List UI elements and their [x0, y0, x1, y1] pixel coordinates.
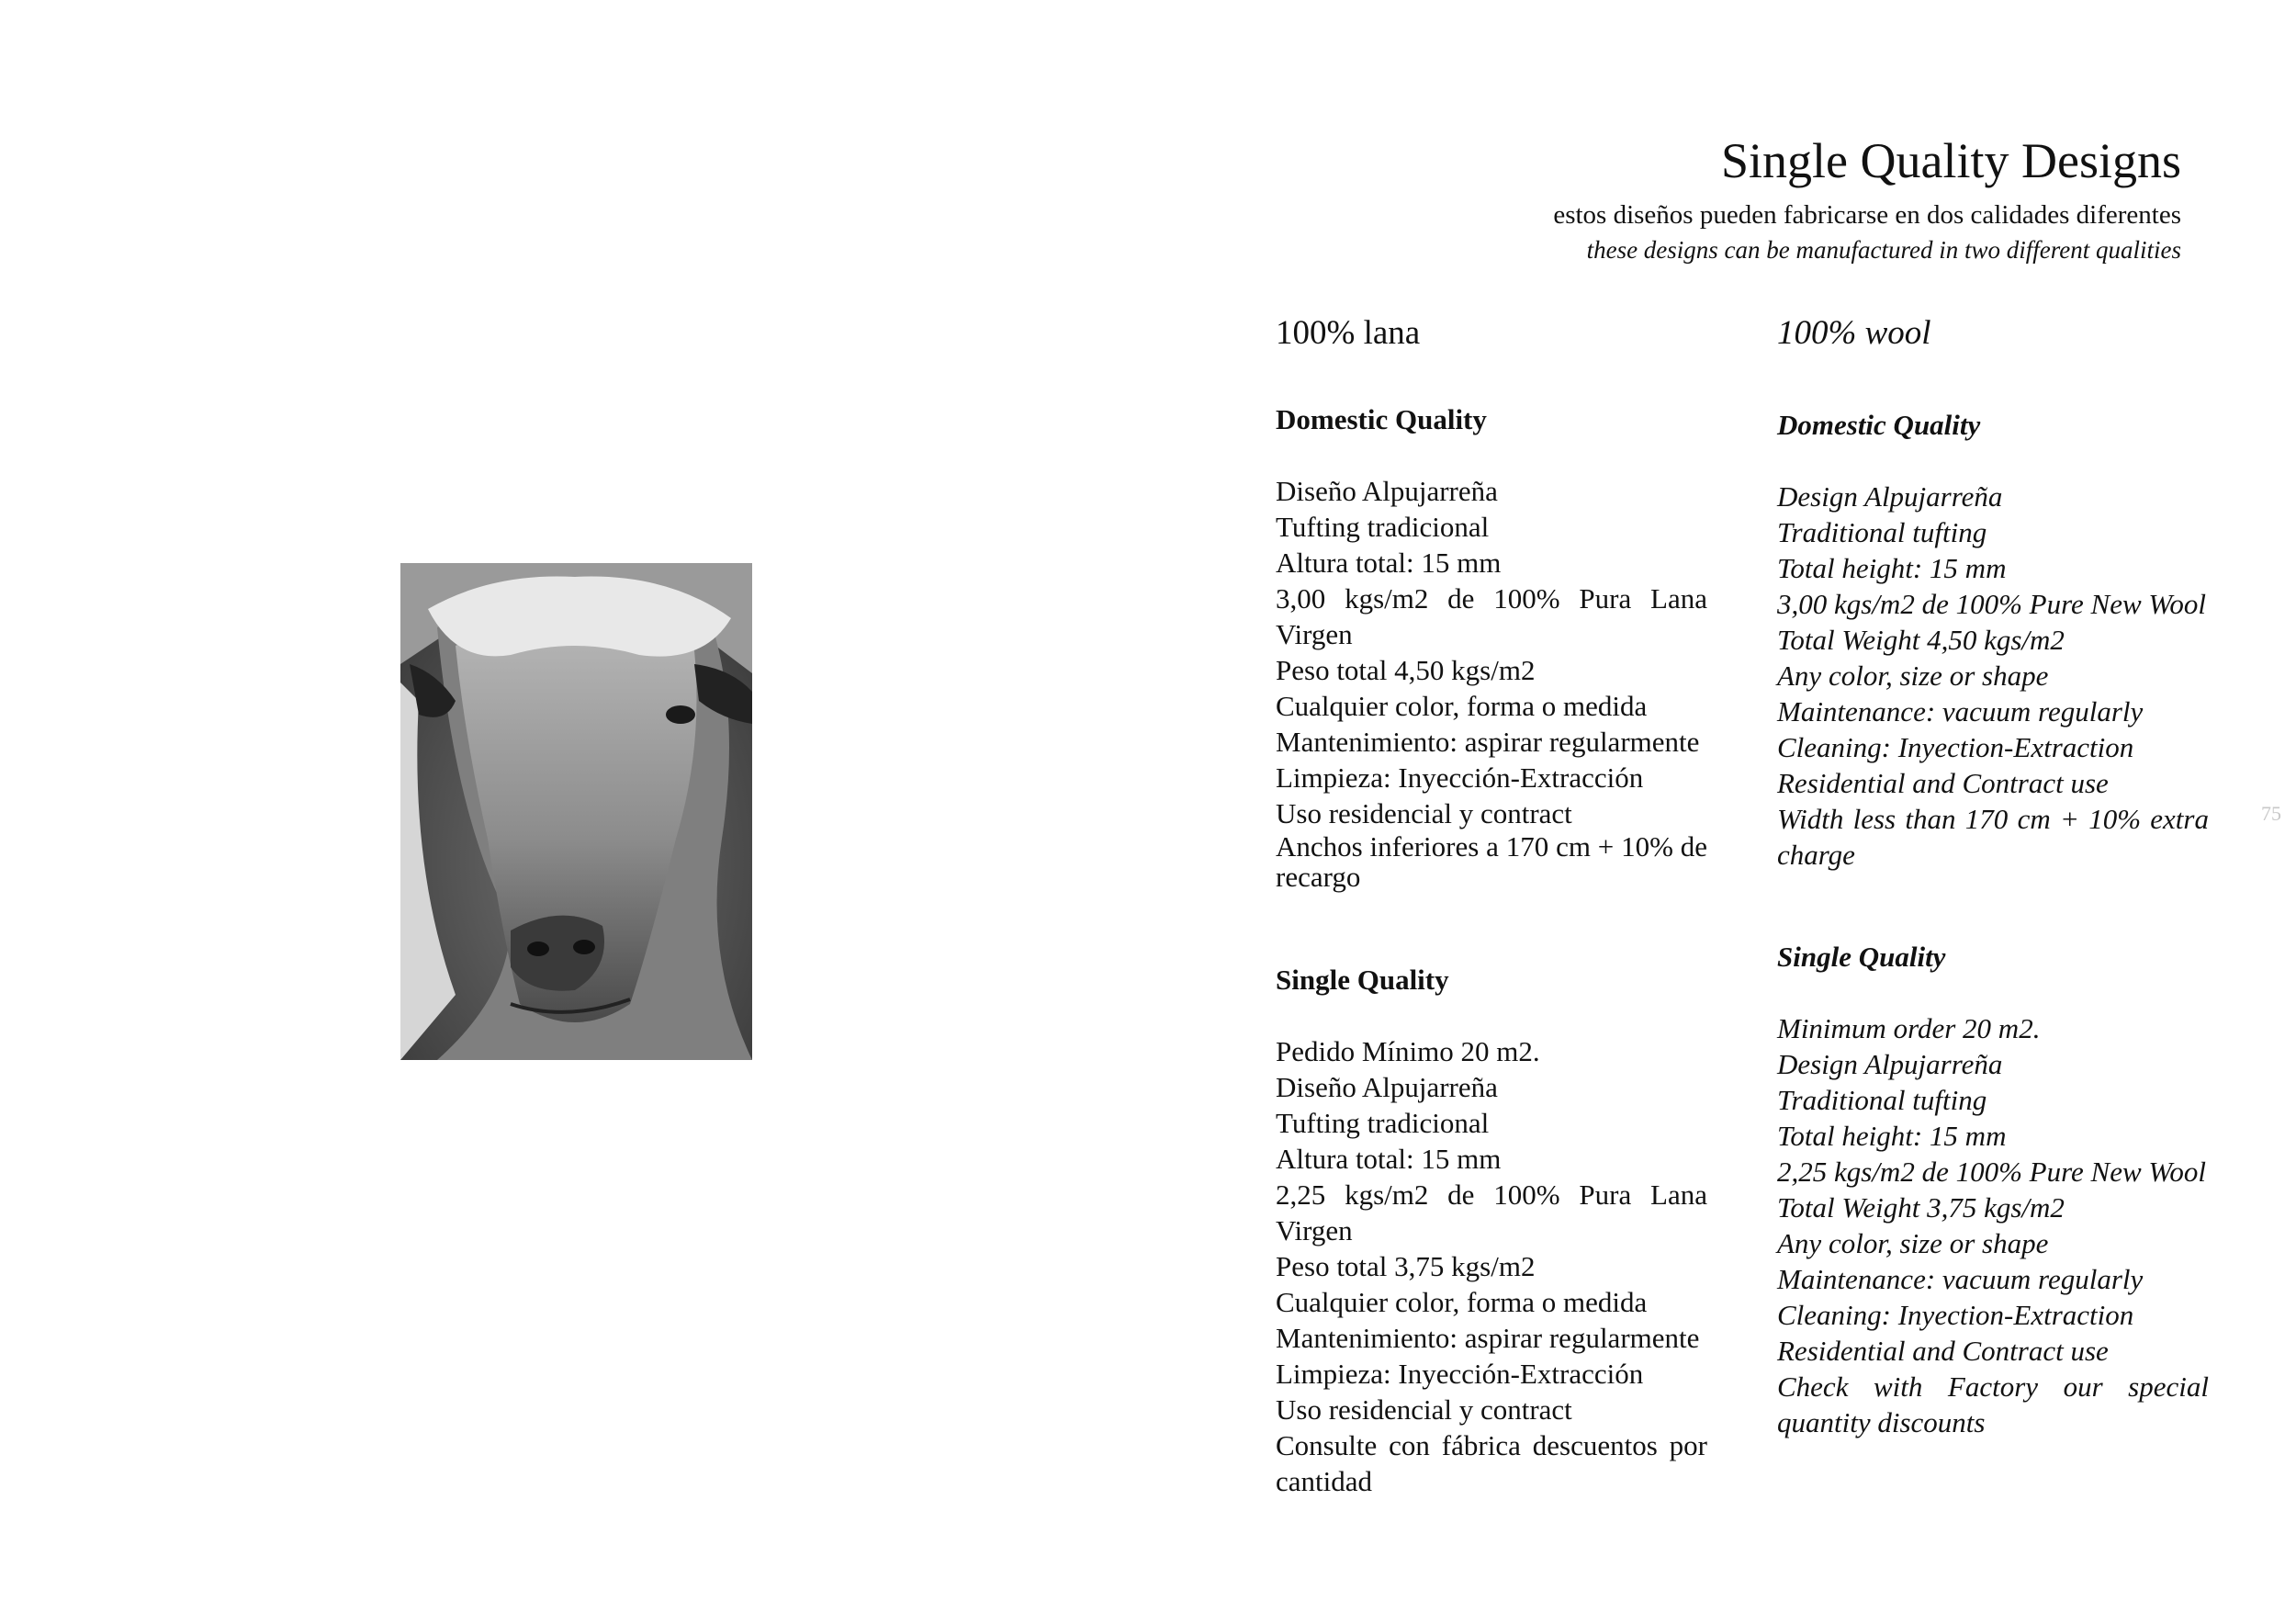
list-item: Any color, size or shape	[1777, 1227, 2049, 1259]
list-item: Any color, size or shape	[1777, 660, 2049, 692]
list-item: Tufting tradicional	[1276, 1107, 1490, 1139]
list-item: Altura total: 15 mm	[1276, 1143, 1502, 1175]
list-item: Design Alpujarreña	[1777, 480, 2003, 513]
list-item: Limpieza: Inyección-Extracción	[1276, 761, 1644, 794]
list-item: Tufting tradicional	[1276, 511, 1490, 543]
list-item: 2,25 kgs/m2 de 100% Pura Lana Virgen	[1276, 1179, 1707, 1246]
page-title: Single Quality Designs	[1721, 133, 2181, 188]
list-item: Check with Factory our special quantity discounts	[1777, 1370, 2209, 1438]
list-item: Maintenance: vacuum regularly	[1777, 695, 2144, 727]
subtitle-english: these designs can be manufactured in two different qualities	[1586, 236, 2181, 264]
list-item: 3,00 kgs/m2 de 100% Pure New Wool	[1777, 588, 2206, 620]
domestic-quality-heading-es: Domestic Quality	[1276, 403, 1487, 435]
list-item: 3,00 kgs/m2 de 100% Pura Lana Virgen	[1276, 582, 1707, 650]
list-item: Altura total: 15 mm	[1276, 547, 1502, 579]
list-item: Anchos inferiores a 170 cm + 10% de recargo	[1276, 830, 1707, 893]
list-item: Cualquier color, forma o medida	[1276, 1286, 1648, 1318]
page-number: 75	[2261, 802, 2281, 825]
list-item: Residential and Contract use	[1777, 767, 2109, 799]
list-item: Peso total 4,50 kgs/m2	[1276, 654, 1536, 686]
list-item: Residential and Contract use	[1777, 1335, 2109, 1367]
list-item: Peso total 3,75 kgs/m2	[1276, 1250, 1536, 1282]
list-item: Total height: 15 mm	[1777, 552, 2007, 584]
domestic-quality-list-en	[1777, 479, 2209, 873]
list-item: Limpieza: Inyección-Extracción	[1276, 1358, 1644, 1390]
single-quality-heading-en: Single Quality	[1777, 941, 1946, 973]
list-item: Cleaning: Inyection-Extraction	[1777, 1299, 2134, 1331]
list-item: Mantenimiento: aspirar regularmente	[1276, 1322, 1700, 1354]
list-item: Diseño Alpujarreña	[1276, 475, 1498, 507]
list-item: Cleaning: Inyection-Extraction	[1777, 731, 2134, 763]
list-item: Width less than 170 cm + 10% extra charge	[1777, 803, 2209, 871]
list-item: Design Alpujarreña	[1777, 1048, 2003, 1080]
fiber-label-en: 100% wool	[1777, 314, 1931, 352]
list-item: Cualquier color, forma o medida	[1276, 690, 1648, 722]
sheep-illustration	[400, 563, 752, 1060]
single-quality-list-en	[1777, 1010, 2209, 1440]
list-item: Diseño Alpujarreña	[1276, 1071, 1498, 1103]
list-item: Traditional tufting	[1777, 516, 1987, 548]
list-item: 2,25 kgs/m2 de 100% Pure New Wool	[1777, 1156, 2206, 1188]
list-item: Pedido Mínimo 20 m2.	[1276, 1035, 1540, 1067]
sheep-photo	[400, 563, 752, 1060]
list-item: Uso residencial y contract	[1276, 1393, 1572, 1426]
list-item: Total height: 15 mm	[1777, 1120, 2007, 1152]
list-item: Maintenance: vacuum regularly	[1777, 1263, 2144, 1295]
list-item: Total Weight 4,50 kgs/m2	[1777, 624, 2065, 656]
list-item: Uso residencial y contract	[1276, 797, 1572, 829]
domestic-quality-list-es	[1276, 473, 1707, 892]
fiber-label-es: 100% lana	[1276, 314, 1421, 352]
single-quality-heading-es: Single Quality	[1276, 964, 1449, 996]
list-item: Minimum order 20 m2.	[1777, 1012, 2041, 1044]
spanish-column	[1276, 306, 1707, 1499]
single-quality-list-es	[1276, 1033, 1707, 1499]
list-item: Consulte con fábrica descuentos por cantidad	[1276, 1429, 1707, 1497]
list-item: Total Weight 3,75 kgs/m2	[1777, 1191, 2065, 1224]
list-item: Traditional tufting	[1777, 1084, 1987, 1116]
english-column	[1777, 306, 2209, 1440]
domestic-quality-heading-en: Domestic Quality	[1777, 409, 1981, 441]
subtitle-spanish: estos diseños pueden fabricarse en dos calidades diferentes	[1553, 200, 2181, 230]
list-item: Mantenimiento: aspirar regularmente	[1276, 726, 1700, 758]
